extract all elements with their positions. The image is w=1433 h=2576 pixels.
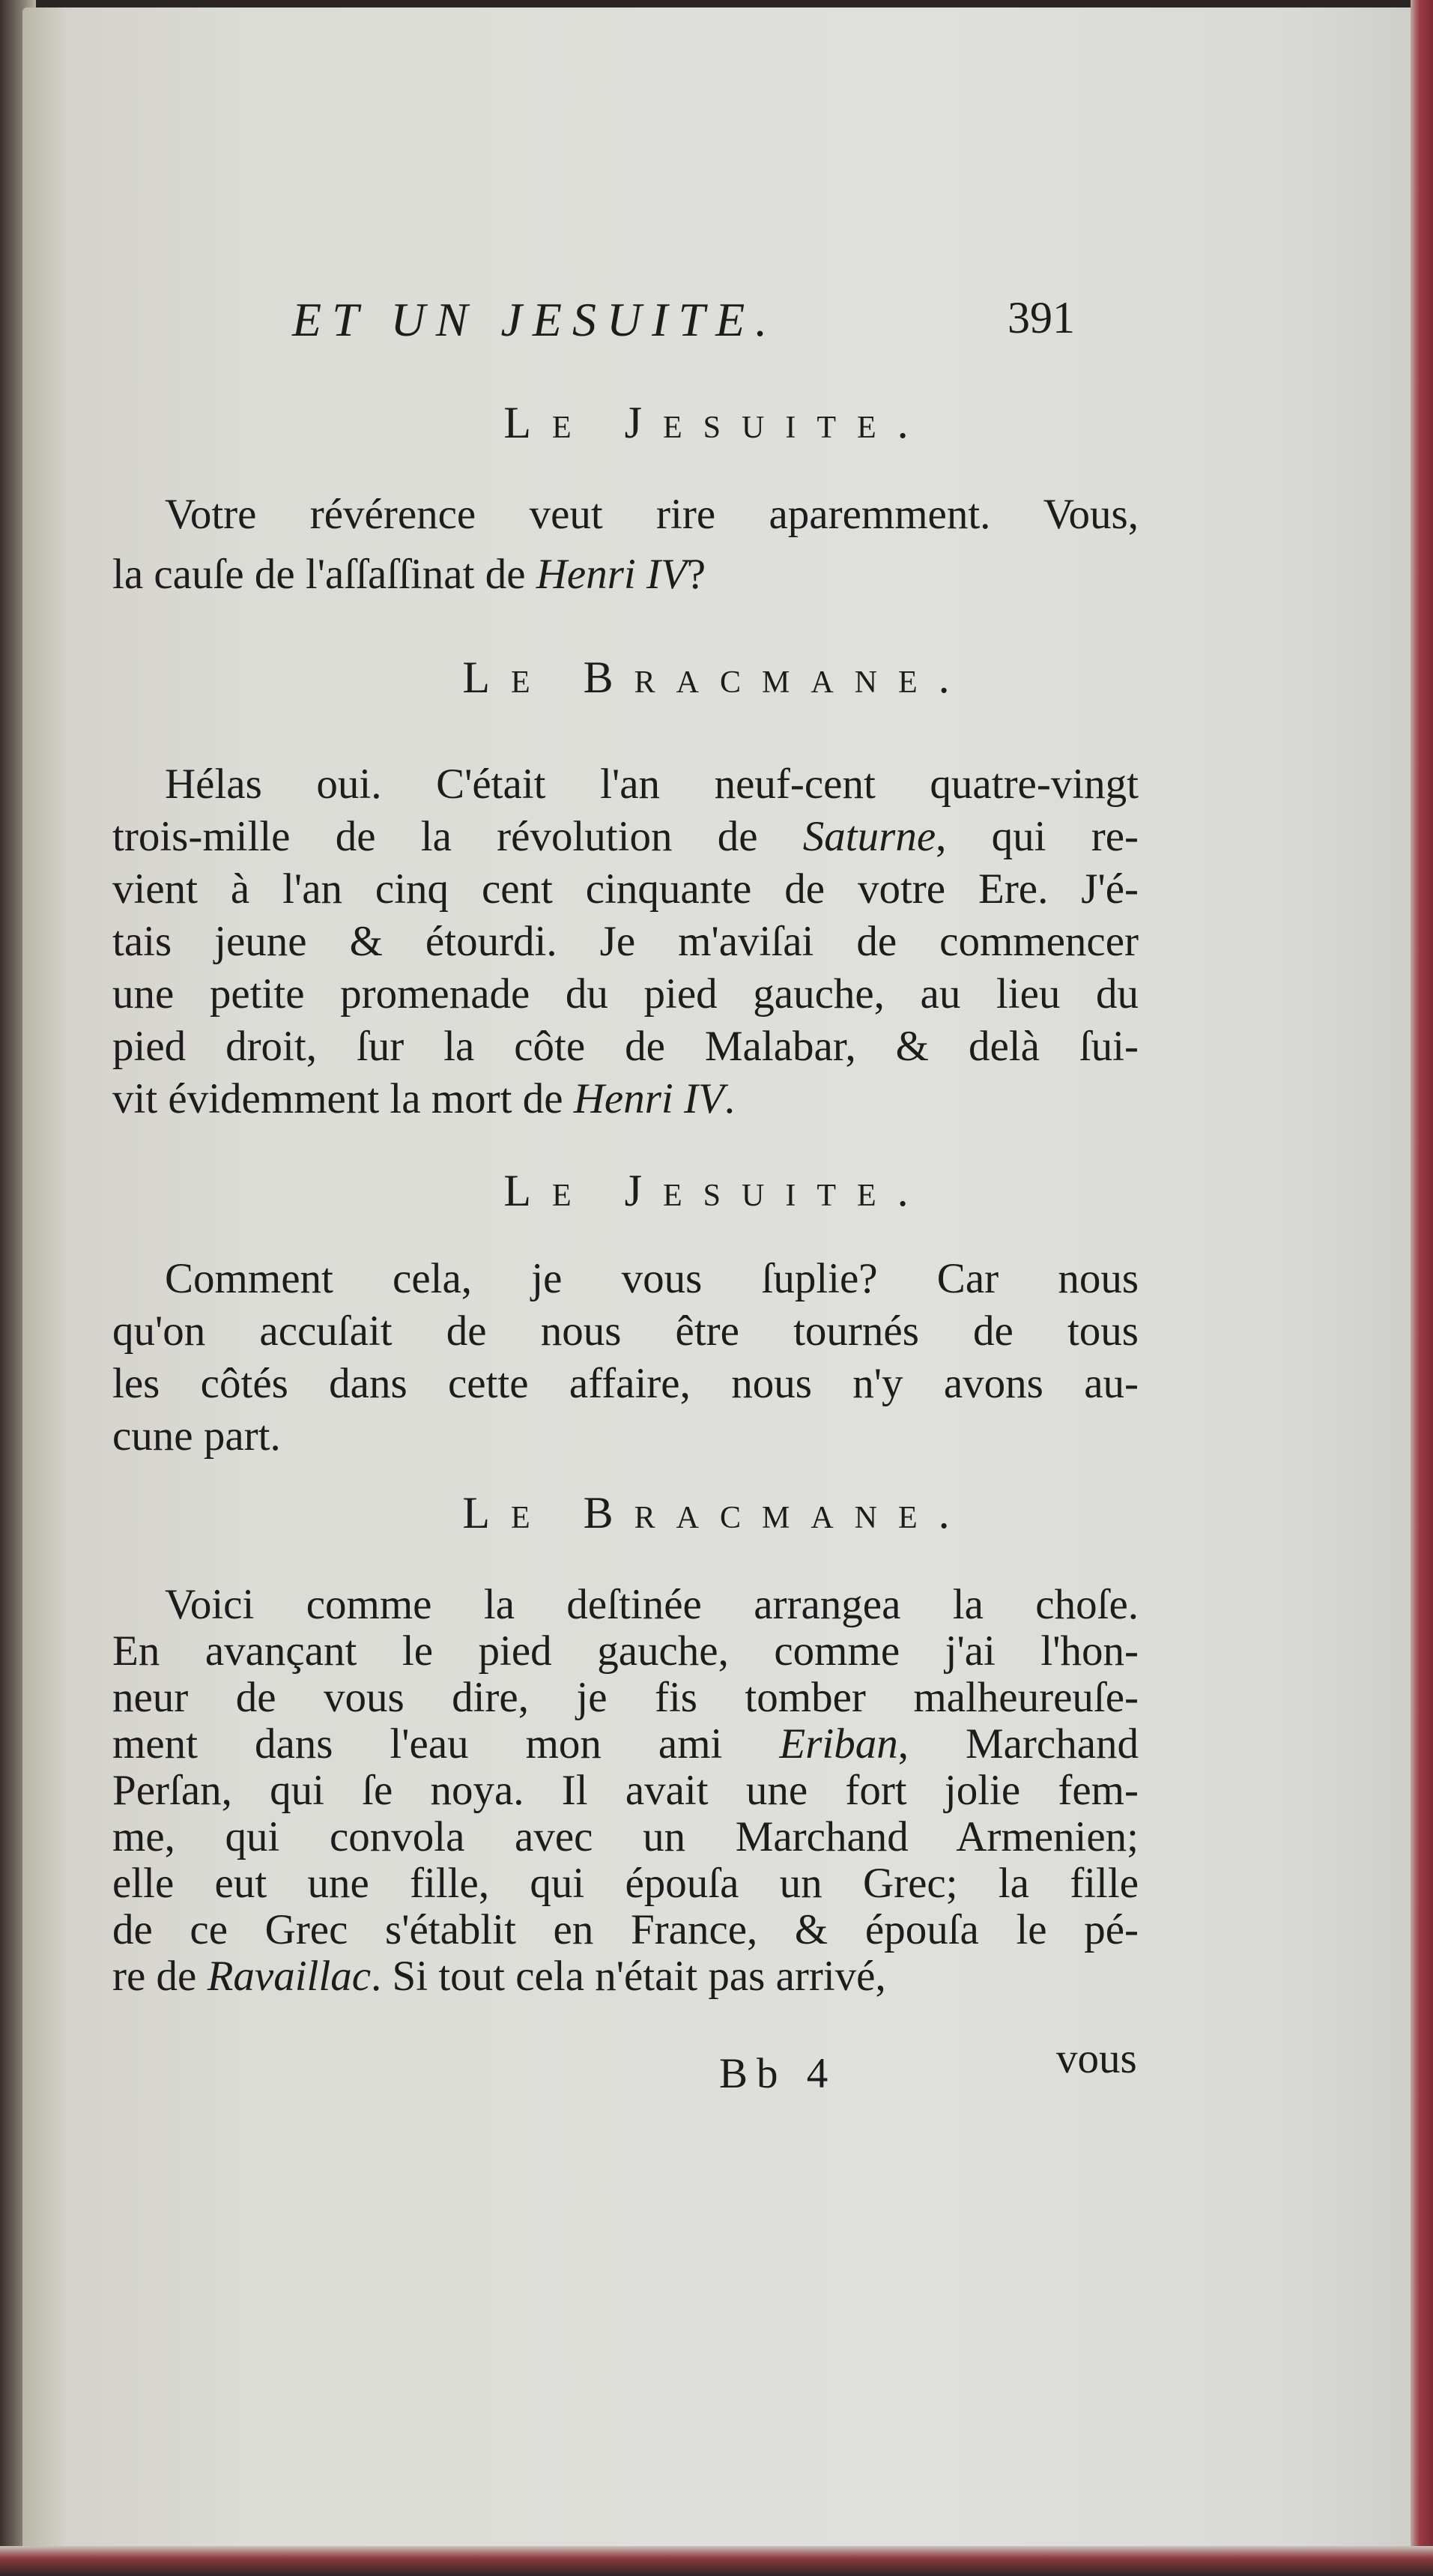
- text-line: cune part.: [112, 1412, 281, 1460]
- text-line: elle eut une fille, qui épouſa un Grec; la fille: [112, 1860, 1139, 1907]
- page-number: 391: [1008, 293, 1075, 342]
- italic-name: Henri IV: [536, 551, 687, 598]
- red-page-edge: [1411, 0, 1433, 2576]
- text-line: pied droit, ſur la côte de Malabar, & delà ſui-: [112, 1023, 1139, 1070]
- signature-mark: Bb 4: [719, 2050, 837, 2097]
- italic-name: Henri IV: [573, 1075, 724, 1122]
- speaker-heading: Le Bracmane.: [462, 1488, 971, 1538]
- text-line: me, qui convola avec un Marchand Armenien;: [112, 1813, 1139, 1860]
- text-line: ment dans l'eau mon ami Eriban, Marchand: [112, 1720, 1139, 1768]
- text-line: Voici comme la deſtinée arrangea la choſe.: [165, 1581, 1139, 1628]
- text-line: de ce Grec s'établit en France, & épouſa le pé-: [112, 1906, 1139, 1953]
- text-line: Hélas oui. C'était l'an neuf-cent quatre-vingt: [165, 761, 1139, 808]
- text-line: trois-mille de la révolution de Saturne, qui re-: [112, 813, 1139, 860]
- speaker-heading: Le Bracmane.: [462, 653, 971, 702]
- text-line: En avançant le pied gauche, comme j'ai l'hon-: [112, 1627, 1139, 1675]
- italic-name: Saturne: [802, 813, 936, 860]
- text-line: Perſan, qui ſe noya. Il avait une fort jolie fem-: [112, 1767, 1139, 1814]
- red-bottom-edge: [0, 2546, 1433, 2576]
- catchword: vous: [1056, 2035, 1137, 2082]
- text-line: la cauſe de l'aſſaſſinat de Henri IV?: [112, 551, 706, 598]
- text-line: re de Ravaillac. Si tout cela n'était pas arrivé,: [112, 1953, 886, 2000]
- running-head: ET UN JESUITE.: [292, 293, 778, 346]
- text-line: neur de vous dire, je fis tomber malheureuſe-: [112, 1674, 1139, 1721]
- text-line: Votre révérence veut rire aparemment. Vous,: [165, 491, 1139, 538]
- text-line: qu'on accuſait de nous être tournés de tous: [112, 1307, 1139, 1355]
- text-line: tais jeune & étourdi. Je m'aviſai de commencer: [112, 918, 1139, 965]
- speaker-heading: Le Jesuite.: [503, 398, 930, 447]
- speaker-heading: Le Jesuite.: [503, 1166, 930, 1215]
- text-line: vient à l'an cinq cent cinquante de votre Ere. J'é-: [112, 865, 1139, 913]
- text-line: Comment cela, je vous ſuplie? Car nous: [165, 1255, 1139, 1302]
- text-line: les côtés dans cette affaire, nous n'y avons au-: [112, 1360, 1139, 1407]
- italic-name: Eriban: [779, 1720, 898, 1768]
- text-line: une petite promenade du pied gauche, au lieu du: [112, 970, 1139, 1018]
- text-line: vit évidemment la mort de Henri IV.: [112, 1075, 736, 1122]
- italic-name: Ravaillac: [207, 1953, 372, 2000]
